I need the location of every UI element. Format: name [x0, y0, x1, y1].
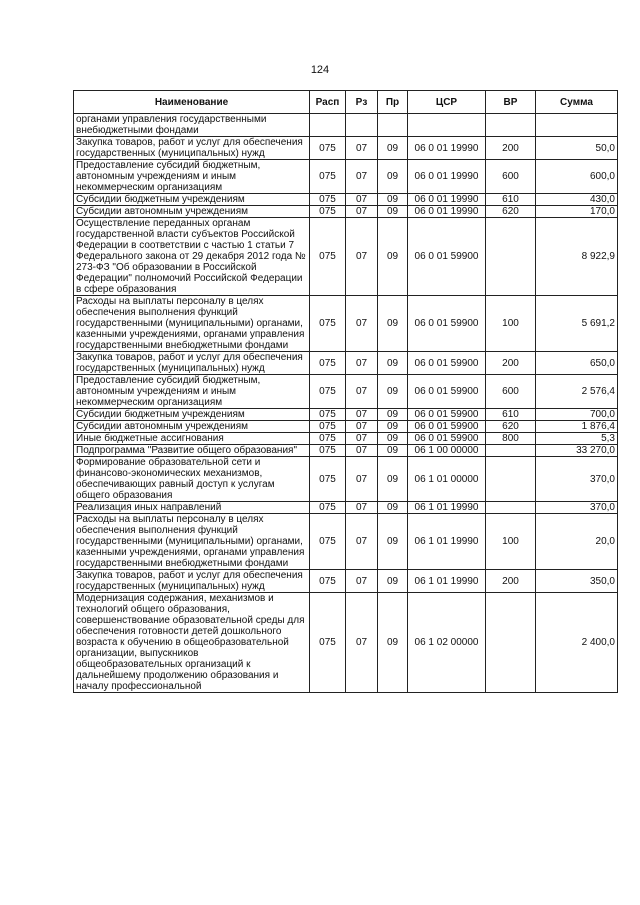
cell-csr: 06 0 01 19990: [408, 194, 486, 206]
cell-name: Расходы на выплаты персоналу в целях обеспечения выполнения функций государственными (муниципальными) органами, казенными учреждениями, органами управления государственными внебюджетными фондами: [74, 514, 310, 570]
cell-rasp: 075: [310, 206, 346, 218]
cell-pr: 09: [378, 409, 408, 421]
table-row: [74, 433, 618, 445]
cell-vr: 800: [486, 433, 536, 445]
cell-rz: 07: [346, 352, 378, 375]
cell-vr: [486, 114, 536, 137]
cell-csr: 06 0 01 59900: [408, 421, 486, 433]
cell-csr: 06 0 01 19990: [408, 137, 486, 160]
cell-sum: 170,0: [536, 206, 618, 218]
cell-sum: 2 400,0: [536, 593, 618, 693]
cell-rz: 07: [346, 457, 378, 502]
cell-sum: 1 876,4: [536, 421, 618, 433]
cell-pr: 09: [378, 160, 408, 194]
cell-sum: 700,0: [536, 409, 618, 421]
cell-name: Закупка товаров, работ и услуг для обеспечения государственных (муниципальных) нужд: [74, 137, 310, 160]
cell-pr: 09: [378, 206, 408, 218]
cell-pr: 09: [378, 137, 408, 160]
cell-pr: [378, 114, 408, 137]
table-row: [74, 114, 618, 137]
table-row: [74, 502, 618, 514]
cell-sum: 370,0: [536, 502, 618, 514]
cell-vr: 200: [486, 352, 536, 375]
page-number: 124: [310, 64, 330, 76]
cell-csr: 06 0 01 59900: [408, 218, 486, 296]
budget-table: [73, 90, 618, 693]
cell-rasp: 075: [310, 352, 346, 375]
cell-rasp: 075: [310, 570, 346, 593]
cell-rasp: [310, 114, 346, 137]
cell-name: Предоставление субсидий бюджетным, автономным учреждениям и иным некоммерческим организациям: [74, 375, 310, 409]
header-rz: Рз: [346, 91, 378, 114]
table-row: [74, 206, 618, 218]
cell-pr: 09: [378, 433, 408, 445]
cell-name: Иные бюджетные ассигнования: [74, 433, 310, 445]
cell-pr: 09: [378, 352, 408, 375]
cell-name: Закупка товаров, работ и услуг для обеспечения государственных (муниципальных) нужд: [74, 570, 310, 593]
table-row: [74, 218, 618, 296]
cell-pr: 09: [378, 514, 408, 570]
cell-pr: 09: [378, 194, 408, 206]
table-row: [74, 352, 618, 375]
cell-rz: 07: [346, 514, 378, 570]
header-rasp: Расп: [310, 91, 346, 114]
cell-csr: 06 0 01 59900: [408, 352, 486, 375]
cell-pr: 09: [378, 502, 408, 514]
cell-pr: 09: [378, 445, 408, 457]
cell-rz: 07: [346, 433, 378, 445]
cell-rasp: 075: [310, 457, 346, 502]
cell-vr: 100: [486, 296, 536, 352]
cell-pr: 09: [378, 296, 408, 352]
cell-csr: [408, 114, 486, 137]
cell-rz: 07: [346, 375, 378, 409]
table-row: [74, 514, 618, 570]
cell-sum: 430,0: [536, 194, 618, 206]
table-row: [74, 421, 618, 433]
header-name: Наименование: [74, 91, 310, 114]
cell-vr: [486, 593, 536, 693]
cell-pr: 09: [378, 593, 408, 693]
cell-name: Подпрограмма "Развитие общего образования": [74, 445, 310, 457]
table-row: [74, 409, 618, 421]
cell-vr: 610: [486, 194, 536, 206]
cell-name: Формирование образовательной сети и финансово-экономических механизмов, обеспечивающих равный доступ к услугам общего образования: [74, 457, 310, 502]
header-vr: ВР: [486, 91, 536, 114]
cell-sum: [536, 114, 618, 137]
cell-vr: [486, 218, 536, 296]
cell-csr: 06 0 01 59900: [408, 433, 486, 445]
table-row: [74, 570, 618, 593]
cell-rasp: 075: [310, 375, 346, 409]
cell-name: Субсидии бюджетным учреждениям: [74, 409, 310, 421]
table-header-row: [74, 91, 618, 114]
cell-vr: 200: [486, 570, 536, 593]
cell-csr: 06 1 00 00000: [408, 445, 486, 457]
table-row: [74, 593, 618, 693]
cell-vr: 600: [486, 160, 536, 194]
cell-sum: 5 691,2: [536, 296, 618, 352]
cell-name: Реализация иных направлений: [74, 502, 310, 514]
cell-sum: 600,0: [536, 160, 618, 194]
cell-sum: 650,0: [536, 352, 618, 375]
cell-vr: [486, 445, 536, 457]
cell-rz: 07: [346, 137, 378, 160]
header-pr: Пр: [378, 91, 408, 114]
cell-rz: 07: [346, 296, 378, 352]
table-row: [74, 137, 618, 160]
cell-sum: 350,0: [536, 570, 618, 593]
cell-rasp: 075: [310, 445, 346, 457]
cell-rasp: 075: [310, 296, 346, 352]
cell-sum: 8 922,9: [536, 218, 618, 296]
cell-csr: 06 1 02 00000: [408, 593, 486, 693]
cell-sum: 50,0: [536, 137, 618, 160]
cell-csr: 06 1 01 19990: [408, 570, 486, 593]
cell-rasp: 075: [310, 514, 346, 570]
cell-rasp: 075: [310, 160, 346, 194]
cell-csr: 06 1 01 00000: [408, 457, 486, 502]
cell-sum: 20,0: [536, 514, 618, 570]
cell-pr: 09: [378, 457, 408, 502]
table-row: [74, 457, 618, 502]
cell-csr: 06 0 01 59900: [408, 296, 486, 352]
cell-sum: 2 576,4: [536, 375, 618, 409]
cell-name: Предоставление субсидий бюджетным, автономным учреждениям и иным некоммерческим организациям: [74, 160, 310, 194]
cell-pr: 09: [378, 375, 408, 409]
cell-rz: 07: [346, 421, 378, 433]
cell-sum: 33 270,0: [536, 445, 618, 457]
cell-name: Субсидии бюджетным учреждениям: [74, 194, 310, 206]
cell-rz: 07: [346, 194, 378, 206]
cell-rz: 07: [346, 160, 378, 194]
table-row: [74, 296, 618, 352]
cell-rz: 07: [346, 206, 378, 218]
cell-rasp: 075: [310, 421, 346, 433]
cell-name: Осуществление переданных органам государственной власти субъектов Российской Федерации в соответствии с частью 1 статьи 7 Федерального закона от 29 декабря 2012 года № 273-ФЗ "Об образовании в Российской Федерации" полномочий Российской Федерации в сфере образования: [74, 218, 310, 296]
cell-csr: 06 0 01 59900: [408, 409, 486, 421]
cell-pr: 09: [378, 570, 408, 593]
cell-name: Субсидии автономным учреждениям: [74, 206, 310, 218]
cell-name: Закупка товаров, работ и услуг для обеспечения государственных (муниципальных) нужд: [74, 352, 310, 375]
cell-sum: 370,0: [536, 457, 618, 502]
cell-rasp: 075: [310, 218, 346, 296]
cell-name: Модернизация содержания, механизмов и технологий общего образования, совершенствование образовательной среды для обеспечения готовности детей дошкольного возраста к обучению в общеобразовательной организации, выпускников общеобразовательных организаций к дальнейшему продолжению образования и началу профессиональной: [74, 593, 310, 693]
cell-vr: 100: [486, 514, 536, 570]
cell-rasp: 075: [310, 409, 346, 421]
table-body: [74, 114, 618, 693]
cell-name: Субсидии автономным учреждениям: [74, 421, 310, 433]
cell-csr: 06 1 01 19990: [408, 502, 486, 514]
cell-vr: 610: [486, 409, 536, 421]
cell-rasp: 075: [310, 593, 346, 693]
cell-rz: 07: [346, 445, 378, 457]
header-csr: ЦСР: [408, 91, 486, 114]
table-row: [74, 194, 618, 206]
header-sum: Сумма: [536, 91, 618, 114]
cell-rz: 07: [346, 409, 378, 421]
cell-vr: 620: [486, 206, 536, 218]
cell-pr: 09: [378, 421, 408, 433]
cell-csr: 06 0 01 19990: [408, 160, 486, 194]
cell-rz: 07: [346, 502, 378, 514]
cell-name: Расходы на выплаты персоналу в целях обеспечения выполнения функций государственными (муниципальными) органами, казенными учреждениями, органами управления государственными внебюджетными фондами: [74, 296, 310, 352]
table-row: [74, 445, 618, 457]
cell-rz: 07: [346, 593, 378, 693]
cell-rasp: 075: [310, 502, 346, 514]
cell-sum: 5,3: [536, 433, 618, 445]
cell-rasp: 075: [310, 194, 346, 206]
cell-pr: 09: [378, 218, 408, 296]
cell-csr: 06 0 01 59900: [408, 375, 486, 409]
cell-vr: 200: [486, 137, 536, 160]
table-row: [74, 160, 618, 194]
cell-rasp: 075: [310, 433, 346, 445]
cell-rasp: 075: [310, 137, 346, 160]
cell-rz: 07: [346, 570, 378, 593]
cell-vr: 620: [486, 421, 536, 433]
cell-csr: 06 0 01 19990: [408, 206, 486, 218]
cell-vr: [486, 457, 536, 502]
cell-csr: 06 1 01 19990: [408, 514, 486, 570]
cell-rz: [346, 114, 378, 137]
cell-vr: 600: [486, 375, 536, 409]
cell-rz: 07: [346, 218, 378, 296]
cell-vr: [486, 502, 536, 514]
table-row: [74, 375, 618, 409]
cell-name: органами управления государственными внебюджетными фондами: [74, 114, 310, 137]
